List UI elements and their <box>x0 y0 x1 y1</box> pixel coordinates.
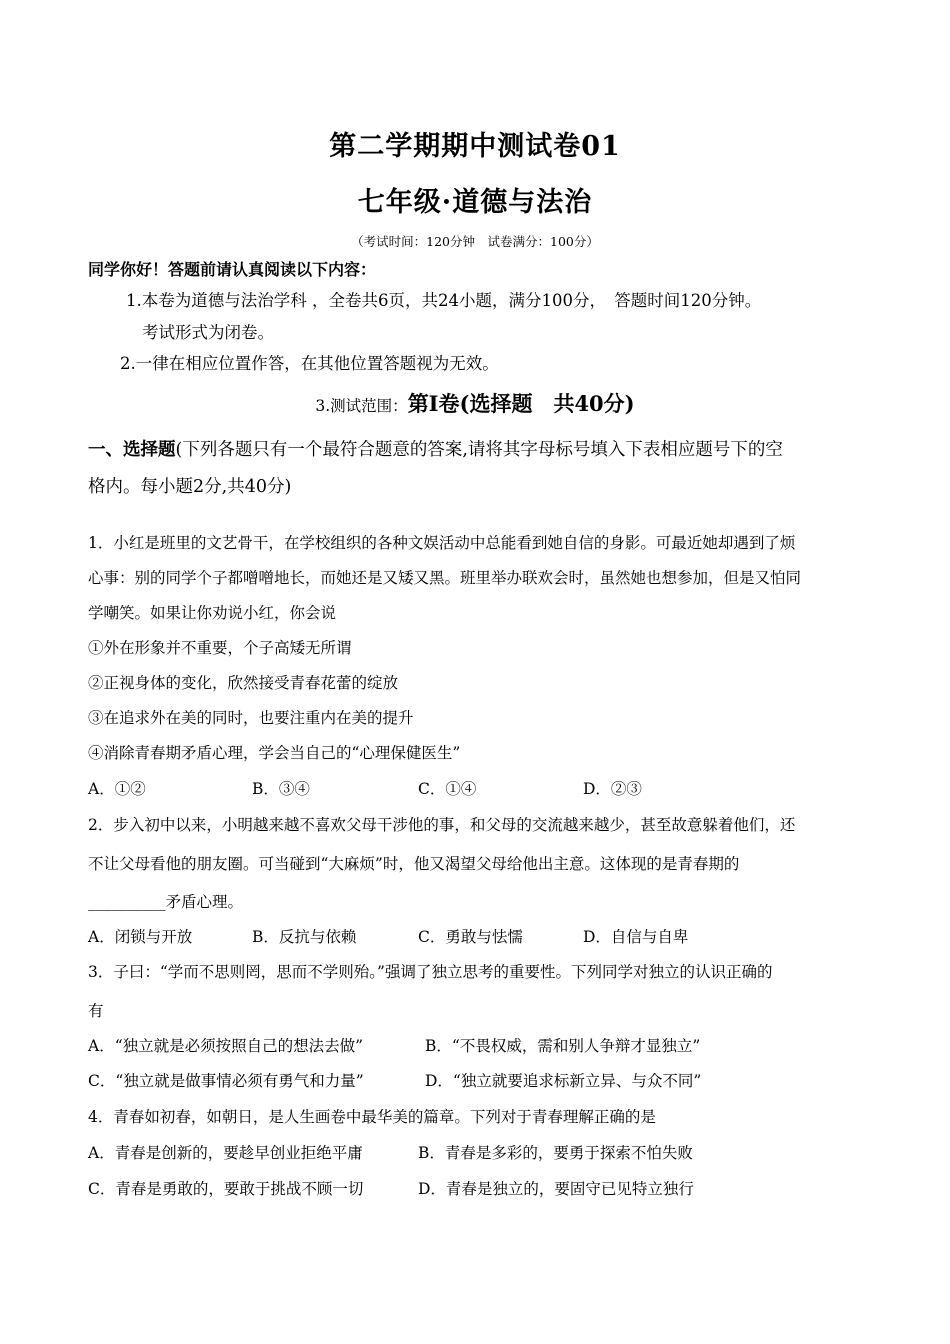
q3-option-c[interactable]: C．“独立就是做事情必须有勇气和力量” <box>88 1072 364 1090</box>
notice-item-3 <box>0 388 950 418</box>
q3-option-b[interactable]: B．“不畏权威，需和别人争辩才显独立” <box>425 1037 701 1055</box>
q1-statement: ①外在形象并不重要，个子高矮无所谓 <box>88 639 352 657</box>
q1-option-c[interactable]: C．①④ <box>418 780 477 798</box>
exam-title: 第二学期期中测试卷01 <box>329 131 621 162</box>
q3-stem-line: 3．子曰：“学而不思则罔，思而不学则殆。”强调了独立思考的重要性。下列同学对独立的认识正确的 <box>88 963 773 981</box>
q2-stem-line: 不让父母看他的朋友圈。可当碰到“大麻烦”时，他又渴望父母给他出主意。这体现的是青春期的 <box>88 855 740 873</box>
q4-option-c[interactable]: C．青春是勇敢的，要敢于挑战不顾一切 <box>88 1180 364 1198</box>
q3-option-a[interactable]: A．“独立就是必须按照自己的想法去做” <box>88 1037 364 1055</box>
q2-stem-line: __________矛盾心理。 <box>88 893 244 911</box>
q1-stem-line: 学嘲笑。如果让你劝说小红，你会说 <box>88 604 337 622</box>
notice-item-2: 2.一律在相应位置作答，在其他位置答题视为无效。 <box>120 354 499 373</box>
section-desc: (下列各题只有一个最符合题意的答案,请将其字母标号填入下表相应题号下的空 <box>175 440 783 460</box>
q4-option-b[interactable]: B．青春是多彩的，要勇于探索不怕失败 <box>418 1144 693 1162</box>
notice-greeting: 同学你好！答题前请认真阅读以下内容： <box>88 260 377 279</box>
q1-option-b[interactable]: B．③④ <box>252 780 310 798</box>
q3-option-d[interactable]: D．“独立就要追求标新立异、与众不同” <box>425 1072 702 1090</box>
scope-main: 第Ⅰ卷(选择题 共40分) <box>407 391 635 416</box>
q2-option-d[interactable]: D．自信与自卑 <box>583 928 689 946</box>
q1-statement: ③在追求外在美的同时，也要注重内在美的提升 <box>88 709 414 727</box>
exam-meta: （考试时间：120分钟 试卷满分：100分） <box>351 234 599 249</box>
q2-option-a[interactable]: A．闭锁与开放 <box>88 928 193 946</box>
q1-stem-line: 1．小红是班里的文艺骨干，在学校组织的各种文娱活动中总能看到她自信的身影。可最近她却遇到了烦 <box>88 534 796 552</box>
q2-option-b[interactable]: B．反抗与依赖 <box>252 928 357 946</box>
q1-stem-line: 心事：别的同学个子都噌噌地长，而她还是又矮又黑。班里举办联欢会时，虽然她也想参加，但是又怕同 <box>88 569 802 587</box>
exam-subtitle: 七年级·道德与法治 <box>357 187 593 218</box>
section-desc-cont: 格内。每小题2分,共40分) <box>88 477 292 497</box>
notice-item-1: 1.本卷为道德与法治学科 ，全卷共6页，共24小题，满分100分， 答题时间120分钟。 <box>126 291 762 310</box>
q3-stem-line: 有 <box>88 1002 104 1020</box>
q4-option-a[interactable]: A．青春是创新的，要趁早创业拒绝平庸 <box>88 1144 363 1162</box>
scope-prefix: 3.测试范围： <box>315 397 408 415</box>
q1-option-a[interactable]: A．①② <box>88 780 146 798</box>
notice-item-1-cont: 考试形式为闭卷。 <box>142 323 274 342</box>
section-title: 一、选择题 <box>88 440 176 460</box>
q1-statement: ②正视身体的变化，欣然接受青春花蕾的绽放 <box>88 674 399 692</box>
section-heading <box>88 436 783 461</box>
q2-stem-line: 2．步入初中以来，小明越来越不喜欢父母干涉他的事，和父母的交流越来越少，甚至故意躲着他们，还 <box>88 816 796 834</box>
q4-stem-line: 4．青春如初春，如朝日，是人生画卷中最华美的篇章。下列对于青春理解正确的是 <box>88 1108 656 1126</box>
q4-option-d[interactable]: D．青春是独立的，要固守已见特立独行 <box>418 1180 694 1198</box>
q1-option-d[interactable]: D．②③ <box>583 780 642 798</box>
q2-option-c[interactable]: C．勇敢与怯懦 <box>418 928 523 946</box>
q1-statement: ④消除青春期矛盾心理，学会当自己的“心理保健医生” <box>88 744 461 762</box>
